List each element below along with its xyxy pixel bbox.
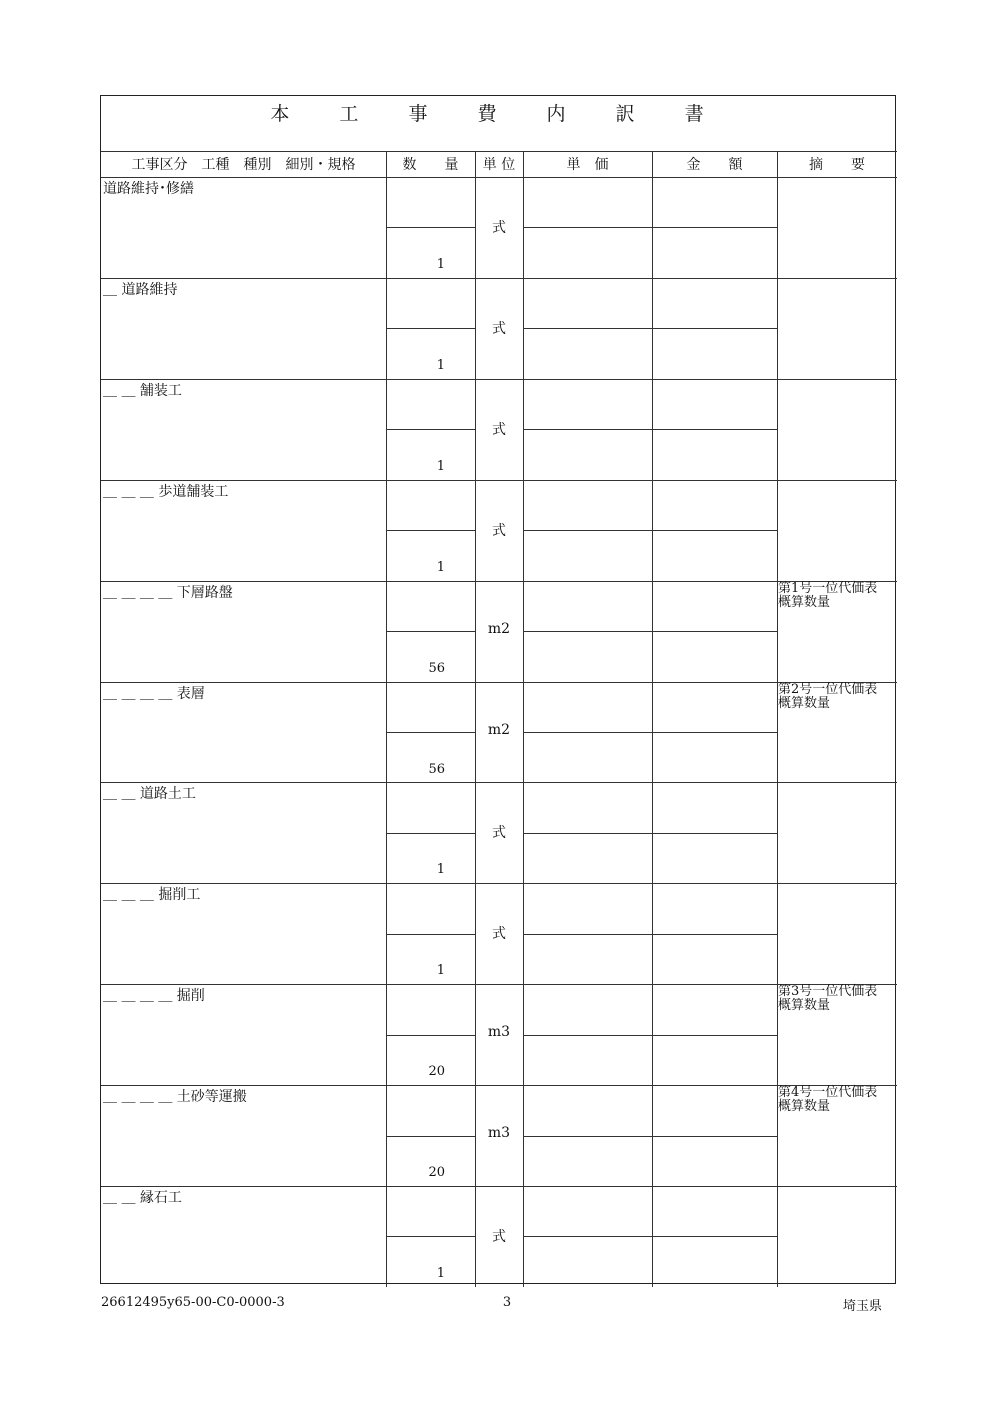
price-mid-line: [523, 1035, 777, 1036]
row-remarks: 第3号一位代価表 概算数量: [778, 984, 878, 1014]
price-mid-line: [523, 328, 777, 329]
row-unit: 式: [492, 522, 506, 539]
quantity-mid-line: [386, 1236, 475, 1237]
row-divider: [101, 379, 897, 380]
header-unit-price: 単 価: [566, 157, 609, 173]
row-unit: 式: [492, 825, 506, 842]
row-item-name: ＿ ＿ ＿ 掘削工: [103, 887, 201, 904]
row-item-name: ＿ ＿ ＿ ＿ 表層: [103, 685, 205, 702]
row-remarks: 第1号一位代価表 概算数量: [778, 580, 878, 610]
row-item-name: 道路維持･修繕: [103, 181, 194, 197]
row-quantity: 1: [436, 559, 445, 575]
row-quantity: 1: [436, 963, 445, 979]
row-quantity: 1: [436, 862, 445, 878]
row-unit: m2: [487, 620, 511, 637]
header-unit: 単 位: [482, 157, 516, 173]
row-quantity: 56: [428, 660, 445, 676]
row-divider: [101, 782, 897, 783]
document-id: 26612495y65-00-C0-0000-3: [101, 1295, 285, 1310]
quantity-mid-line: [386, 328, 475, 329]
price-mid-line: [523, 530, 777, 531]
row-divider: [101, 1186, 897, 1187]
row-unit: m3: [487, 1024, 511, 1041]
row-unit: 式: [492, 926, 506, 943]
row-unit: 式: [492, 1229, 506, 1245]
row-unit: m3: [487, 1125, 511, 1142]
quantity-mid-line: [386, 833, 475, 834]
column-divider: [777, 151, 778, 1287]
quantity-mid-line: [386, 1035, 475, 1036]
row-item-name: ＿ ＿ ＿ ＿ 下層路盤: [103, 584, 233, 601]
price-mid-line: [523, 1236, 777, 1237]
row-item-name: ＿ ＿ ＿ ＿ 掘削: [103, 988, 205, 1005]
row-divider: [101, 278, 897, 279]
row-quantity: 20: [428, 1165, 445, 1181]
row-item-name: ＿ 道路維持: [103, 281, 178, 298]
row-quantity: 1: [436, 357, 445, 373]
organization-name: 埼玉県: [842, 1299, 882, 1314]
price-mid-line: [523, 732, 777, 733]
estimate-sheet: [100, 95, 896, 1284]
row-item-name: ＿ ＿ 舗装工: [103, 382, 182, 399]
price-mid-line: [523, 631, 777, 632]
column-divider: [523, 151, 524, 1287]
price-mid-line: [523, 227, 777, 228]
price-mid-line: [523, 1136, 777, 1137]
column-divider: [386, 151, 387, 1287]
quantity-mid-line: [386, 227, 475, 228]
row-unit: 式: [492, 421, 506, 438]
header-remarks: 摘 要: [809, 157, 865, 173]
row-unit: 式: [492, 320, 506, 337]
row-remarks: 第4号一位代価表 概算数量: [778, 1085, 878, 1115]
row-unit: 式: [492, 220, 506, 236]
row-quantity: 1: [436, 1266, 445, 1281]
row-item-name: ＿ ＿ 縁石工: [103, 1190, 182, 1206]
row-divider: [101, 883, 897, 884]
header-item: 工事区分 工種 種別 細別・規格: [131, 157, 356, 173]
quantity-mid-line: [386, 1136, 475, 1137]
page-title: 本 工 事 費 内 訳 書: [270, 103, 726, 125]
row-item-name: ＿ ＿ ＿ ＿ 土砂等運搬: [103, 1089, 247, 1106]
quantity-mid-line: [386, 530, 475, 531]
row-quantity: 56: [428, 761, 445, 777]
row-item-name: ＿ ＿ 道路土工: [103, 786, 196, 803]
quantity-mid-line: [386, 429, 475, 430]
price-mid-line: [523, 429, 777, 430]
header-amount: 金 額: [686, 157, 743, 173]
price-mid-line: [523, 833, 777, 834]
header-quantity: 数 量: [402, 157, 459, 173]
row-quantity: 1: [436, 458, 445, 474]
quantity-mid-line: [386, 631, 475, 632]
quantity-mid-line: [386, 934, 475, 935]
row-quantity: 20: [428, 1064, 445, 1080]
page-number: 3: [502, 1295, 512, 1310]
price-mid-line: [523, 934, 777, 935]
quantity-mid-line: [386, 732, 475, 733]
column-divider: [652, 151, 653, 1287]
row-item-name: ＿ ＿ ＿ 歩道舗装工: [103, 483, 229, 500]
row-remarks: 第2号一位代価表 概算数量: [778, 681, 878, 711]
row-unit: m2: [487, 721, 511, 738]
row-quantity: 1: [436, 257, 445, 272]
